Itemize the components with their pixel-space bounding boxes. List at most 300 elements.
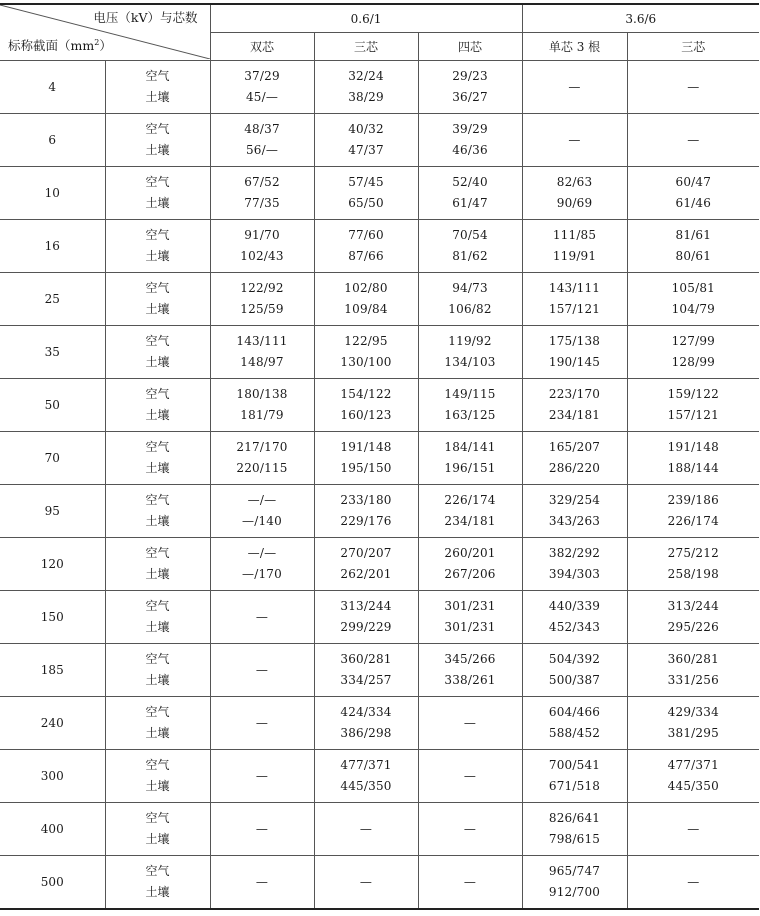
ampacity-value-air: 477/371 [667,758,719,772]
ampacity-cell-four [418,856,522,910]
ampacity-value-air: 275/212 [667,546,719,560]
ampacity-value-air: 226/174 [444,493,496,507]
medium-air-label: 空气 [145,705,170,719]
ampacity-cell-twin [210,750,314,803]
ampacity-value-air: 77/60 [348,228,384,242]
ampacity-value-air: 105/81 [671,281,715,295]
ampacity-value-soil: 47/37 [348,143,384,157]
ampacity-value-none: — [359,821,373,836]
ampacity-value-air: 345/266 [444,652,496,666]
ampacity-value-soil: 234/181 [444,514,496,528]
ampacity-value-air: 165/207 [548,440,601,454]
ampacity-value-none: — [255,609,269,624]
table-row [0,856,759,910]
ampacity-cell-three [314,114,418,167]
ampacity-value-air: 102/80 [344,281,388,295]
ampacity-value-air: 143/111 [236,334,288,348]
ampacity-cell-three [314,803,418,856]
section-size-cell: 500 [0,856,105,910]
ampacity-cell-twin [210,697,314,750]
table-row [0,750,759,803]
section-size-cell: 35 [0,326,105,379]
ampacity-cell-single-3 [522,273,627,326]
ampacity-value-soil: —/170 [242,567,282,581]
ampacity-value-air: 67/52 [244,175,280,189]
ampacity-value-air: 965/747 [548,864,601,878]
ampacity-cell-four [418,273,522,326]
ampacity-cell-four [418,379,522,432]
ampacity-value-air: 175/138 [548,334,601,348]
ampacity-cell-three-hv [627,803,759,856]
ampacity-cell-twin [210,485,314,538]
ampacity-value-soil: 119/91 [552,249,597,263]
laying-medium-cell [105,220,210,273]
ampacity-cell-single-3 [522,591,627,644]
ampacity-value-soil: 45/— [245,90,279,104]
ampacity-value-air: 57/45 [348,175,384,189]
ampacity-cell-twin [210,220,314,273]
ampacity-cell-three-hv [627,591,759,644]
section-size-cell: 185 [0,644,105,697]
ampacity-value-air: 60/47 [675,175,712,189]
medium-soil-label: 土壤 [145,832,170,846]
section-size-cell: 400 [0,803,105,856]
table-row [0,220,759,273]
ampacity-value-soil: 134/103 [444,355,496,369]
ampacity-cell-three [314,538,418,591]
ampacity-cell-single-3 [522,114,627,167]
ampacity-value-soil: 148/97 [240,355,284,369]
ampacity-value-none: — [568,79,581,94]
ampacity-value-air: 700/541 [548,758,601,772]
ampacity-value-air: 122/92 [240,281,284,295]
ampacity-value-air: 313/244 [340,599,392,613]
ampacity-cell-three [314,485,418,538]
voltage-group-3-6-6: 3.6/6 [522,4,759,33]
ampacity-cell-three [314,273,418,326]
ampacity-value-soil: 500/387 [548,673,601,687]
ampacity-value-air: 149/115 [444,387,496,401]
ampacity-value-air: 127/99 [671,334,715,348]
ampacity-cell-three [314,379,418,432]
ampacity-value-soil: 61/47 [452,196,488,210]
ampacity-cell-three [314,644,418,697]
medium-soil-label: 土壤 [145,90,170,104]
cable-ampacity-table [0,3,759,910]
ampacity-value-air: 301/231 [444,599,496,613]
ampacity-cell-single-3 [522,856,627,910]
laying-medium-cell [105,644,210,697]
ampacity-value-soil: 46/36 [452,143,488,157]
ampacity-cell-four [418,591,522,644]
ampacity-cell-three-hv [627,538,759,591]
ampacity-value-soil: 102/43 [240,249,284,263]
ampacity-value-soil: 104/79 [671,302,715,316]
ampacity-cell-twin [210,432,314,485]
medium-soil-label: 土壤 [145,779,170,793]
ampacity-value-soil: 343/263 [548,514,601,528]
ampacity-value-air: 29/23 [452,69,488,83]
ampacity-value-soil: 334/257 [340,673,392,687]
table-row [0,61,759,114]
section-size-cell: 50 [0,379,105,432]
table-row [0,485,759,538]
ampacity-value-soil: 301/231 [444,620,496,634]
ampacity-cell-three [314,61,418,114]
ampacity-value-air: 180/138 [236,387,288,401]
ampacity-value-soil: 671/518 [548,779,601,793]
ampacity-value-soil: 163/125 [444,408,496,422]
medium-soil-label: 土壤 [145,196,170,210]
table-row [0,273,759,326]
medium-air-label: 空气 [145,69,170,83]
table-row [0,803,759,856]
ampacity-value-air: 429/334 [667,705,719,719]
ampacity-value-air: 81/61 [675,228,712,242]
table-row [0,644,759,697]
ampacity-cell-twin [210,326,314,379]
medium-soil-label: 土壤 [145,620,170,634]
ampacity-value-air: 382/292 [548,546,601,560]
ampacity-cell-four [418,326,522,379]
ampacity-value-air: 826/641 [548,811,601,825]
ampacity-value-air: 159/122 [667,387,719,401]
ampacity-cell-twin [210,273,314,326]
medium-air-label: 空气 [145,811,170,825]
ampacity-value-air: 477/371 [340,758,392,772]
ampacity-cell-three [314,750,418,803]
ampacity-value-air: 122/95 [344,334,388,348]
ampacity-value-soil: 588/452 [548,726,601,740]
ampacity-value-none: — [687,821,700,836]
laying-medium-cell [105,273,210,326]
ampacity-value-air: 32/24 [348,69,384,83]
ampacity-value-soil: 38/29 [348,90,384,104]
ampacity-value-soil: 798/615 [548,832,601,846]
ampacity-value-soil: 130/100 [340,355,392,369]
ampacity-value-soil: 61/46 [675,196,712,210]
ampacity-value-air: 313/244 [667,599,719,613]
ampacity-cell-twin [210,61,314,114]
section-size-cell: 6 [0,114,105,167]
ampacity-cell-four [418,61,522,114]
laying-medium-cell [105,803,210,856]
ampacity-value-none: — [687,874,700,889]
ampacity-value-none: — [687,132,700,147]
medium-soil-label: 土壤 [145,567,170,581]
ampacity-cell-three-hv [627,220,759,273]
ampacity-value-air: 48/37 [244,122,280,136]
ampacity-cell-four [418,803,522,856]
ampacity-value-air: 270/207 [340,546,392,560]
table-row [0,326,759,379]
ampacity-value-air: 260/201 [444,546,496,560]
ampacity-cell-twin [210,167,314,220]
core-col-three: 三芯 [314,33,418,61]
ampacity-value-soil: 226/174 [667,514,719,528]
ampacity-value-soil: 128/99 [671,355,715,369]
voltage-cores-label: 电压（kV）与芯数 [93,10,198,25]
ampacity-cell-single-3 [522,326,627,379]
ampacity-value-air: 119/92 [448,334,492,348]
ampacity-value-air: —/— [247,546,277,560]
medium-soil-label: 土壤 [145,355,170,369]
ampacity-value-soil: 80/61 [675,249,712,263]
ampacity-cell-twin [210,803,314,856]
ampacity-cell-three-hv [627,167,759,220]
ampacity-cell-three-hv [627,61,759,114]
ampacity-cell-twin [210,591,314,644]
laying-medium-cell [105,114,210,167]
medium-air-label: 空气 [145,387,170,401]
voltage-group-0-6-1: 0.6/1 [210,4,522,33]
ampacity-value-air: 70/54 [452,228,488,242]
ampacity-value-air: 191/148 [667,440,719,454]
ampacity-value-soil: 912/700 [548,885,601,899]
ampacity-value-air: —/— [247,493,277,507]
core-col-single-3: 单芯 3 根 [522,33,627,61]
ampacity-value-soil: 234/181 [548,408,601,422]
ampacity-value-none: — [255,662,269,677]
ampacity-value-air: 329/254 [548,493,601,507]
ampacity-value-none: — [255,768,269,783]
medium-air-label: 空气 [145,493,170,507]
medium-soil-label: 土壤 [145,514,170,528]
ampacity-value-air: 39/29 [452,122,488,136]
ampacity-value-soil: 394/303 [548,567,601,581]
medium-air-label: 空气 [145,122,170,136]
ampacity-value-air: 239/186 [667,493,719,507]
ampacity-cell-four [418,538,522,591]
ampacity-value-none: — [255,821,269,836]
medium-air-label: 空气 [145,228,170,242]
ampacity-value-none: — [463,874,477,889]
ampacity-value-soil: 196/151 [444,461,496,475]
laying-medium-cell [105,856,210,910]
ampacity-cell-three-hv [627,114,759,167]
ampacity-value-none: — [568,132,581,147]
section-size-cell: 300 [0,750,105,803]
ampacity-value-soil: 286/220 [548,461,601,475]
ampacity-value-none: — [463,821,477,836]
ampacity-value-soil: 106/82 [448,302,492,316]
ampacity-value-soil: 445/350 [667,779,719,793]
ampacity-value-soil: —/140 [242,514,282,528]
medium-air-label: 空气 [145,175,170,189]
ampacity-value-air: 154/122 [340,387,392,401]
table-corner-header [0,4,210,61]
ampacity-value-soil: 81/62 [452,249,488,263]
ampacity-value-air: 82/63 [556,175,593,189]
ampacity-cell-single-3 [522,803,627,856]
ampacity-cell-single-3 [522,485,627,538]
ampacity-cell-single-3 [522,61,627,114]
ampacity-cell-three-hv [627,485,759,538]
ampacity-value-air: 424/334 [340,705,392,719]
ampacity-value-air: 604/466 [548,705,601,719]
ampacity-value-soil: 229/176 [340,514,392,528]
section-size-cell: 25 [0,273,105,326]
ampacity-value-soil: 87/66 [348,249,384,263]
ampacity-cell-twin [210,538,314,591]
ampacity-value-none: — [359,874,373,889]
ampacity-value-soil: 188/144 [667,461,719,475]
ampacity-value-none: — [687,79,700,94]
medium-soil-label: 土壤 [145,408,170,422]
ampacity-value-soil: 109/84 [344,302,388,316]
ampacity-cell-three [314,167,418,220]
ampacity-value-air: 191/148 [340,440,392,454]
table-row [0,591,759,644]
medium-soil-label: 土壤 [145,885,170,899]
ampacity-cell-single-3 [522,432,627,485]
ampacity-cell-four [418,432,522,485]
ampacity-value-air: 360/281 [340,652,392,666]
ampacity-cell-four [418,167,522,220]
ampacity-value-air: 217/170 [236,440,288,454]
ampacity-value-soil: 381/295 [667,726,719,740]
ampacity-cell-twin [210,114,314,167]
ampacity-value-soil: 452/343 [548,620,601,634]
laying-medium-cell [105,538,210,591]
ampacity-value-soil: 258/198 [667,567,719,581]
ampacity-value-air: 94/73 [452,281,488,295]
table-row [0,114,759,167]
ampacity-cell-twin [210,856,314,910]
table-row [0,697,759,750]
section-size-cell: 95 [0,485,105,538]
ampacity-value-soil: 262/201 [340,567,392,581]
ampacity-value-none: — [255,874,269,889]
ampacity-value-soil: 90/69 [556,196,593,210]
ampacity-value-soil: 157/121 [548,302,601,316]
ampacity-value-soil: 36/27 [452,90,488,104]
ampacity-cell-four [418,114,522,167]
ampacity-value-air: 223/170 [548,387,601,401]
ampacity-cell-single-3 [522,167,627,220]
ampacity-cell-four [418,697,522,750]
ampacity-cell-single-3 [522,644,627,697]
ampacity-value-air: 184/141 [444,440,496,454]
medium-air-label: 空气 [145,864,170,878]
ampacity-cell-twin [210,379,314,432]
ampacity-value-air: 360/281 [667,652,719,666]
ampacity-value-air: 143/111 [548,281,601,295]
ampacity-cell-three-hv [627,432,759,485]
medium-air-label: 空气 [145,281,170,295]
laying-medium-cell [105,167,210,220]
medium-air-label: 空气 [145,758,170,772]
medium-soil-label: 土壤 [145,249,170,263]
ampacity-cell-single-3 [522,538,627,591]
ampacity-cell-twin [210,644,314,697]
ampacity-cell-four [418,220,522,273]
medium-air-label: 空气 [145,334,170,348]
core-col-twin: 双芯 [210,33,314,61]
medium-soil-label: 土壤 [145,461,170,475]
ampacity-value-soil: 65/50 [348,196,384,210]
laying-medium-cell [105,591,210,644]
ampacity-cell-three-hv [627,750,759,803]
ampacity-value-none: — [255,715,269,730]
ampacity-cell-three [314,326,418,379]
ampacity-value-soil: 190/145 [548,355,601,369]
table-row [0,538,759,591]
ampacity-value-air: 111/85 [552,228,597,242]
ampacity-value-soil: 386/298 [340,726,392,740]
medium-air-label: 空气 [145,440,170,454]
ampacity-value-soil: 331/256 [667,673,719,687]
medium-air-label: 空气 [145,599,170,613]
table-row [0,379,759,432]
table-row [0,167,759,220]
ampacity-value-soil: 338/261 [444,673,496,687]
ampacity-cell-three [314,856,418,910]
ampacity-value-soil: 195/150 [340,461,392,475]
section-size-cell: 150 [0,591,105,644]
ampacity-cell-three-hv [627,273,759,326]
ampacity-cell-four [418,750,522,803]
ampacity-cell-three [314,432,418,485]
ampacity-value-soil: 220/115 [236,461,288,475]
laying-medium-cell [105,326,210,379]
ampacity-value-soil: 181/79 [240,408,284,422]
table-row [0,432,759,485]
ampacity-value-soil: 77/35 [244,196,280,210]
ampacity-cell-three-hv [627,644,759,697]
section-size-cell: 4 [0,61,105,114]
ampacity-value-air: 37/29 [244,69,280,83]
section-size-cell: 10 [0,167,105,220]
ampacity-value-soil: 295/226 [667,620,719,634]
ampacity-cell-single-3 [522,750,627,803]
laying-medium-cell [105,485,210,538]
ampacity-value-soil: 267/206 [444,567,496,581]
ampacity-value-soil: 445/350 [340,779,392,793]
ampacity-value-air: 91/70 [244,228,280,242]
ampacity-cell-three-hv [627,379,759,432]
section-size-cell: 16 [0,220,105,273]
medium-soil-label: 土壤 [145,726,170,740]
ampacity-cell-three [314,220,418,273]
core-col-three-hv: 三芯 [627,33,759,61]
ampacity-value-air: 52/40 [452,175,488,189]
ampacity-cell-single-3 [522,697,627,750]
medium-air-label: 空气 [145,652,170,666]
medium-soil-label: 土壤 [145,302,170,316]
ampacity-value-none: — [463,768,477,783]
ampacity-value-air: 233/180 [340,493,392,507]
laying-medium-cell [105,750,210,803]
ampacity-value-none: — [463,715,477,730]
ampacity-value-soil: 56/— [245,143,279,157]
laying-medium-cell [105,697,210,750]
ampacity-value-air: 40/32 [348,122,384,136]
ampacity-value-soil: 125/59 [240,302,284,316]
medium-soil-label: 土壤 [145,673,170,687]
nominal-section-label: 标称截面$(mm^2)$ [8,37,112,53]
ampacity-cell-single-3 [522,220,627,273]
ampacity-cell-three-hv [627,856,759,910]
laying-medium-cell [105,432,210,485]
ampacity-value-air: 504/392 [548,652,601,666]
ampacity-cell-four [418,485,522,538]
ampacity-cell-four [418,644,522,697]
ampacity-cell-three [314,591,418,644]
ampacity-cell-single-3 [522,379,627,432]
medium-air-label: 空气 [145,546,170,560]
section-size-cell: 70 [0,432,105,485]
